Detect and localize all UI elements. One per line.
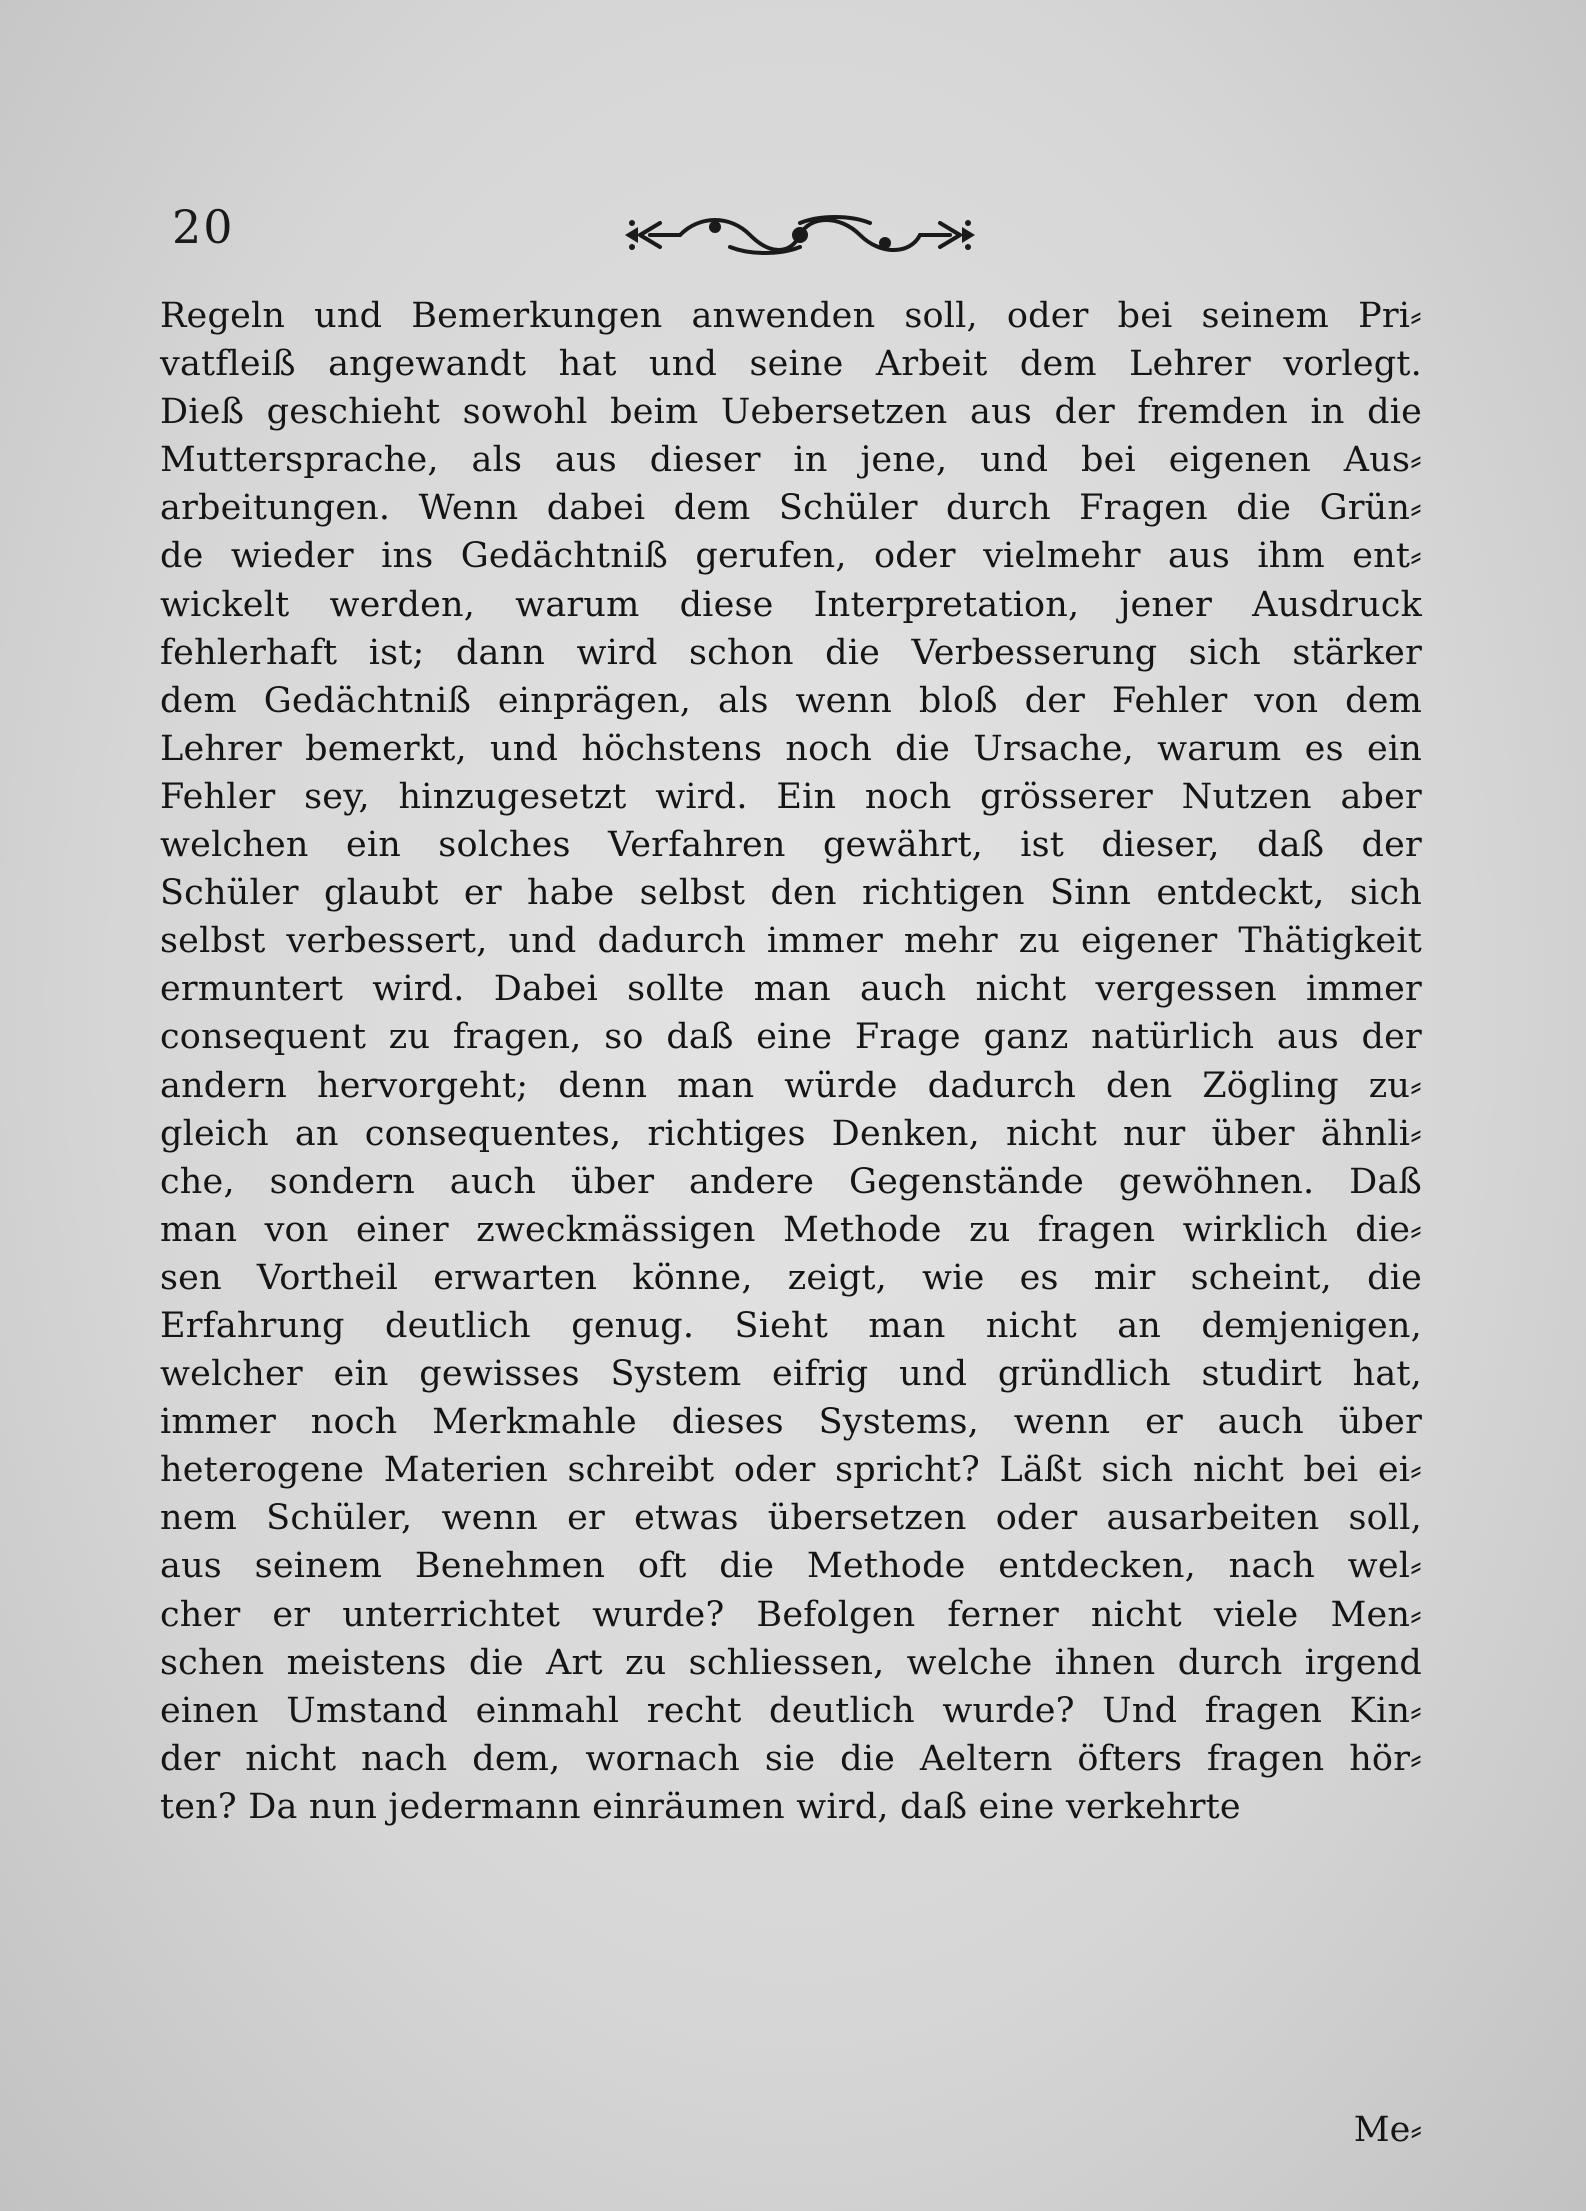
text-line: andern hervorgeht; denn man würde dadurch den Zögling zu⸗: [160, 1065, 1422, 1106]
text-line: Lehrer bemerkt, und höchstens noch die Ursache, warum es ein: [160, 728, 1422, 769]
text-line: Regeln und Bemerkungen anwenden soll, oder bei seinem Pri⸗: [160, 296, 1422, 336]
text-line: Fehler sey, hinzugesetzt wird. Ein noch grösserer Nutzen aber: [160, 776, 1422, 817]
text-line: heterogene Materien schreibt oder spricht? Läßt sich nicht bei ei⸗: [160, 1450, 1422, 1491]
text-line: ermuntert wird. Dabei sollte man auch nicht vergessen immer: [160, 969, 1422, 1010]
text-line: che, sondern auch über andere Gegenstände gewöhnen. Daß: [160, 1161, 1422, 1202]
text-line: gleich an consequentes, richtiges Denken, nicht nur über ähnli⸗: [160, 1113, 1422, 1154]
text-line: fehlerhaft ist; dann wird schon die Verbesserung sich stärker: [160, 632, 1422, 673]
text-line: selbst verbessert, und dadurch immer mehr zu eigener Thätigkeit: [160, 921, 1422, 962]
text-line: nem Schüler, wenn er etwas übersetzen oder ausarbeiten soll,: [160, 1498, 1422, 1539]
body-text: [160, 292, 1422, 1831]
text-line: arbeitungen. Wenn dabei dem Schüler durch Fragen die Grün⸗: [160, 488, 1422, 529]
text-line: consequent zu fragen, so daß eine Frage ganz natürlich aus der: [160, 1017, 1422, 1058]
text-line: Muttersprache, als aus dieser in jene, und bei eigenen Aus⸗: [160, 440, 1422, 481]
text-line: welcher ein gewisses System eifrig und gründlich studirt hat,: [160, 1354, 1422, 1395]
text-line: Schüler glaubt er habe selbst den richtigen Sinn entdeckt, sich: [160, 873, 1422, 914]
text-line: cher er unterrichtet wurde? Befolgen ferner nicht viele Men⸗: [160, 1594, 1422, 1635]
text-line: immer noch Merkmahle dieses Systems, wenn er auch über: [160, 1402, 1422, 1443]
text-line: vatfleiß angewandt hat und seine Arbeit dem Lehrer vorlegt.: [160, 344, 1422, 385]
text-line: man von einer zweckmässigen Methode zu fragen wirklich die⸗: [160, 1209, 1422, 1250]
text-line: welchen ein solches Verfahren gewährt, ist dieser, daß der: [160, 825, 1422, 866]
page-number: 20: [172, 200, 235, 254]
text-line: ten? Da nun jedermann einräumen wird, daß eine verkehrte: [160, 1786, 1241, 1827]
text-line: wickelt werden, warum diese Interpretation, jener Ausdruck: [160, 584, 1422, 625]
text-line: sen Vortheil erwarten könne, zeigt, wie es mir scheint, die: [160, 1257, 1422, 1298]
text-line: Dieß geschieht sowohl beim Uebersetzen aus der fremden in die: [160, 392, 1422, 433]
text-line: der nicht nach dem, wornach sie die Aeltern öfters fragen hör⸗: [160, 1738, 1422, 1779]
text-line: de wieder ins Gedächtniß gerufen, oder vielmehr aus ihm ent⸗: [160, 536, 1422, 577]
text-line: schen meistens die Art zu schliessen, welche ihnen durch irgend: [160, 1642, 1422, 1683]
decorative-ornament: [620, 205, 980, 265]
catchword: Me⸗: [1353, 2110, 1422, 2150]
text-line: aus seinem Benehmen oft die Methode entdecken, nach wel⸗: [160, 1546, 1422, 1587]
text-line: Erfahrung deutlich genug. Sieht man nicht an demjenigen,: [160, 1305, 1422, 1346]
text-line: einen Umstand einmahl recht deutlich wurde? Und fragen Kin⸗: [160, 1690, 1422, 1731]
text-line: dem Gedächtniß einprägen, als wenn bloß der Fehler von dem: [160, 680, 1422, 721]
